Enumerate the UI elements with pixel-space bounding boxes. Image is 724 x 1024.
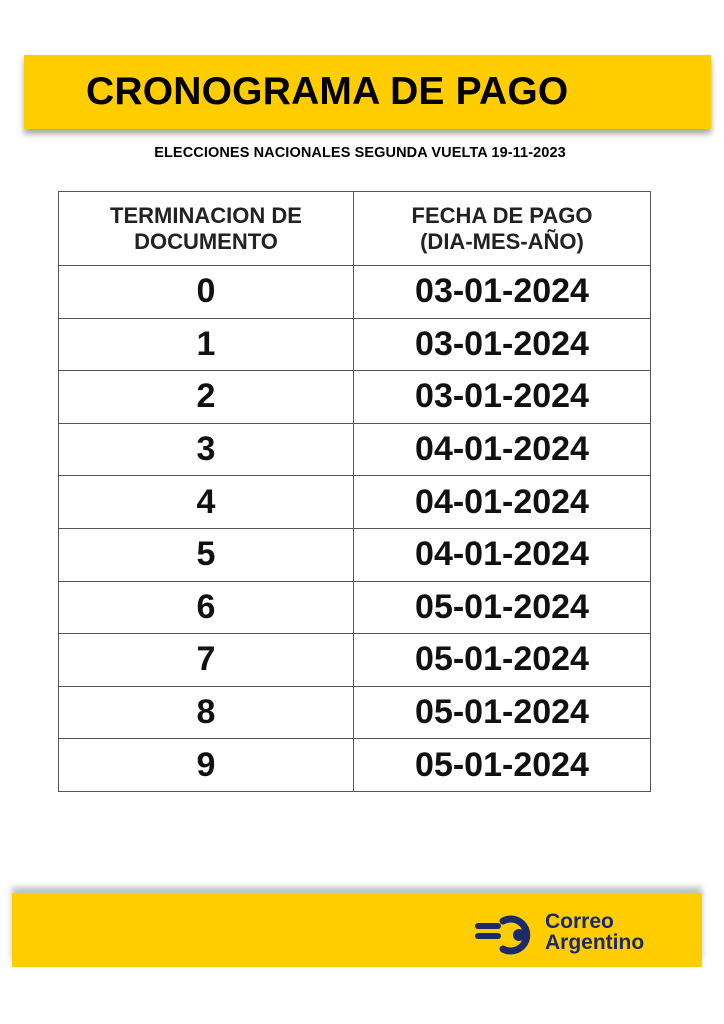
table-row: [59, 423, 651, 476]
fecha-cell: 03-01-2024: [354, 371, 651, 424]
fecha-cell: 04-01-2024: [354, 476, 651, 529]
column-header-line: (DIA-MES-AÑO): [420, 228, 584, 254]
fecha-cell: 05-01-2024: [354, 634, 651, 687]
table-header-row: [59, 192, 651, 266]
fecha-cell: 05-01-2024: [354, 581, 651, 634]
terminacion-cell: 0: [59, 266, 354, 319]
correo-argentino-logo-icon: [475, 915, 541, 955]
table-row: [59, 476, 651, 529]
logo-wordmark-line: Argentino: [545, 931, 645, 954]
terminacion-cell: 6: [59, 581, 354, 634]
terminacion-cell: 2: [59, 371, 354, 424]
terminacion-cell: 5: [59, 528, 354, 581]
table-row: [59, 634, 651, 687]
terminacion-cell: 8: [59, 686, 354, 739]
terminacion-cell: 7: [59, 634, 354, 687]
terminacion-cell: 1: [59, 318, 354, 371]
fecha-cell: 05-01-2024: [354, 686, 651, 739]
subtitle: ELECCIONES NACIONALES SEGUNDA VUELTA 19-11-2023: [154, 145, 566, 161]
table-row: [59, 739, 651, 792]
table-row: [59, 318, 651, 371]
page-title: CRONOGRAMA DE PAGO: [86, 70, 569, 113]
fecha-cell: 05-01-2024: [354, 739, 651, 792]
fecha-cell: 03-01-2024: [354, 318, 651, 371]
table-row: [59, 528, 651, 581]
column-header-line: FECHA DE PAGO: [411, 202, 593, 228]
column-header-fecha: [354, 192, 651, 266]
header-band: [24, 55, 711, 129]
terminacion-cell: 4: [59, 476, 354, 529]
terminacion-cell: 3: [59, 423, 354, 476]
fecha-cell: 04-01-2024: [354, 423, 651, 476]
table-row: [59, 686, 651, 739]
column-header-line: DOCUMENTO: [134, 228, 278, 254]
column-header-terminacion: [59, 192, 354, 266]
fecha-cell: 04-01-2024: [354, 528, 651, 581]
fecha-cell: 03-01-2024: [354, 266, 651, 319]
footer-band: [12, 893, 702, 967]
logo-wordmark-line: Correo: [545, 910, 614, 933]
table-row: [59, 581, 651, 634]
terminacion-cell: 9: [59, 739, 354, 792]
column-header-line: TERMINACION DE: [110, 202, 302, 228]
payment-schedule-table: [58, 191, 651, 792]
logo-wordmark: [545, 911, 644, 953]
correo-argentino-logo: [475, 911, 685, 959]
table-row: [59, 371, 651, 424]
table-row: [59, 266, 651, 319]
